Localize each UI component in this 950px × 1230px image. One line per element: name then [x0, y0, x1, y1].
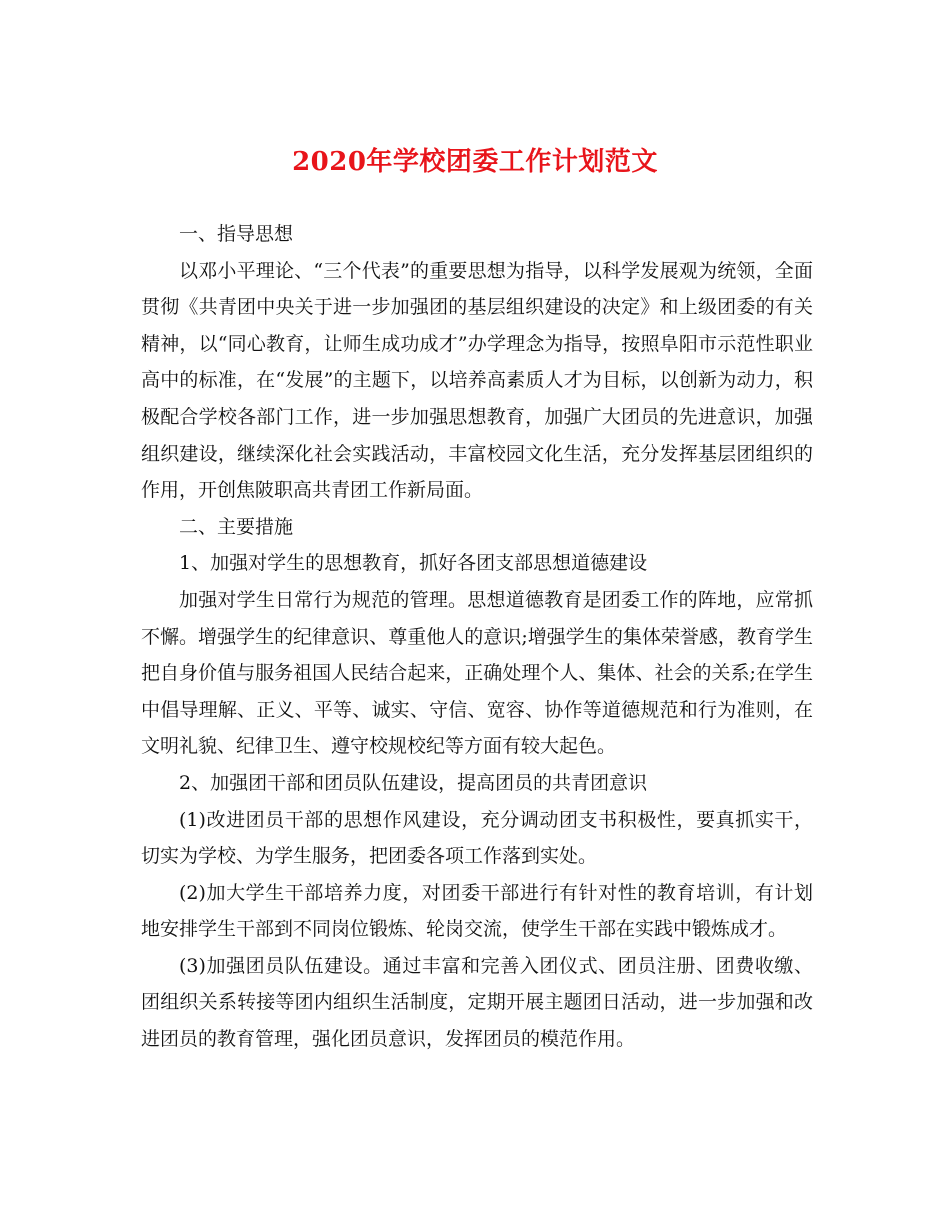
paragraph-measure-1: 加强对学生日常行为规范的管理。思想道德教育是团委工作的阵地，应常抓不懈。增强学生的纪律意识、尊重他人的意识;增强学生的集体荣誉感，教育学生把自身价值与服务祖国人民结合起来，正确处理个人、集体、社会的关系;在学生中倡导理解、正义、平等、诚实、守信、宽容、协作等道德规范和行为准则，在文明礼貌、纪律卫生、遵守校规校纪等方面有较大起色。 — [141, 588, 813, 758]
paragraph-measure-2-item-2: (2)加大学生干部培养力度，对团委干部进行有针对性的教育培训，有计划地安排学生干部到不同岗位锻炼、轮岗交流，使学生干部在实践中锻炼成才。 — [141, 881, 813, 941]
paragraph-measure-2-item-1: (1)改进团员干部的思想作风建设，充分调动团支书积极性，要真抓实干，切实为学校、为学生服务，把团委各项工作落到实处。 — [141, 808, 813, 868]
paragraph-guiding-ideology: 以邓小平理论、“三个代表”的重要思想为指导，以科学发展观为统领，全面贯彻《共青团中央关于进一步加强团的基层组织建设的决定》和上级团委的有关精神，以“同心教育，让师生成功成才”办学理念为指导，按照阜阳市示范性职业高中的标准，在“发展”的主题下，以培养高素质人才为目标，以创新为动力，积极配合学校各部门工作，进一步加强思想教育，加强广大团员的先进意识，加强组织建设，继续深化社会实践活动，丰富校园文化生活，充分发挥基层团组织的作用，开创焦陂职高共青团工作新局面。 — [141, 259, 813, 502]
subheading-measure-1: 1、加强对学生的思想教育，抓好各团支部思想道德建设 — [179, 552, 648, 575]
subheading-measure-2: 2、加强团干部和团员队伍建设，提高团员的共青团意识 — [179, 771, 648, 794]
paragraph-measure-2-item-3: (3)加强团员队伍建设。通过丰富和完善入团仪式、团员注册、团费收缴、团组织关系转接等团内组织生活制度，定期开展主题团日活动，进一步加强和改进团员的教育管理，强化团员意识，发挥团员的模范作用。 — [141, 954, 813, 1051]
document-body — [141, 216, 813, 1058]
document-title: 2020年学校团委工作计划范文 — [292, 147, 658, 177]
section-heading-guiding-ideology: 一、指导思想 — [179, 223, 294, 245]
section-heading-main-measures: 二、主要措施 — [179, 515, 294, 538]
